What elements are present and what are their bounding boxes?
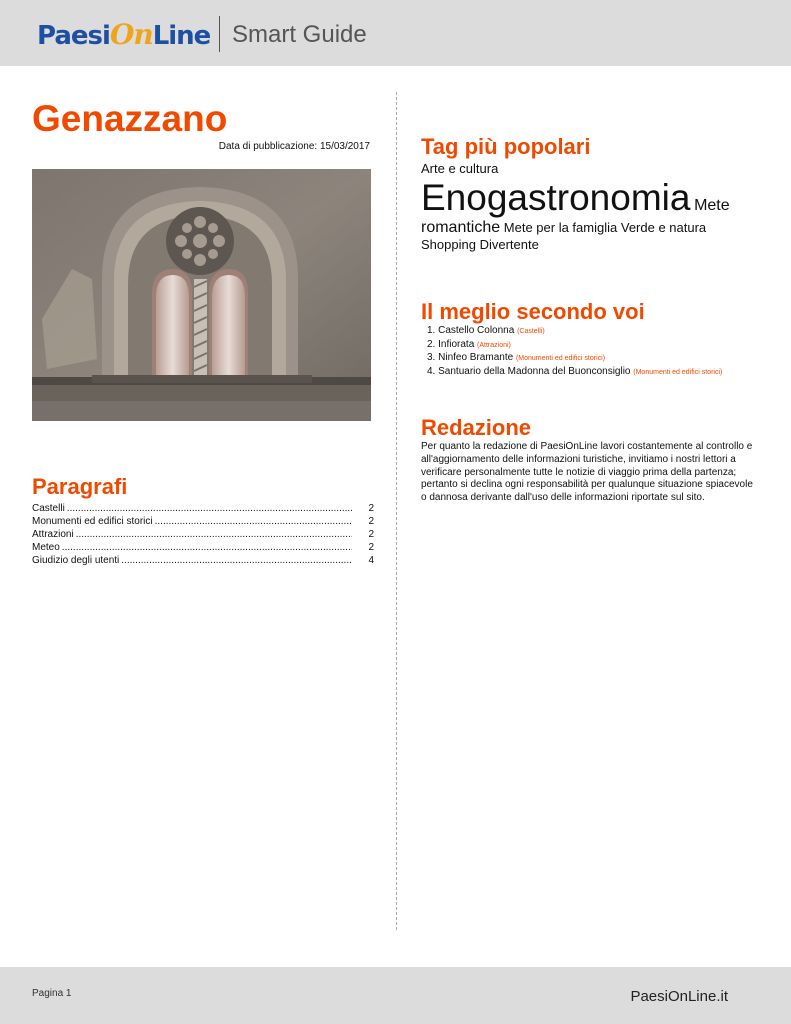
- tag-romantiche[interactable]: romantiche: [421, 219, 501, 236]
- best-list: [421, 325, 781, 379]
- best-name: Santuario della Madonna del Buonconsiglio: [438, 365, 631, 377]
- toc-label: Monumenti ed edifici storici: [32, 516, 153, 527]
- best-heading: Il meglio secondo voi: [421, 299, 645, 324]
- best-num: 1.: [427, 325, 436, 336]
- best-num: 3.: [427, 352, 436, 363]
- toc-leader: [76, 528, 352, 541]
- best-name: Castello Colonna: [438, 325, 515, 336]
- column-divider: [396, 92, 397, 930]
- best-name: Ninfeo Bramante: [438, 352, 514, 363]
- footer-site-link[interactable]: PaesiOnLine.it: [630, 988, 728, 1005]
- logo-text-line: Line: [152, 21, 211, 51]
- tag-arte[interactable]: Arte e cultura: [421, 161, 499, 176]
- toc-page: 2: [368, 542, 374, 553]
- toc-row[interactable]: [32, 515, 374, 528]
- redazione-heading: Redazione: [421, 415, 532, 440]
- list-item[interactable]: [427, 352, 781, 366]
- toc-label: Attrazioni: [32, 529, 74, 540]
- list-item[interactable]: [427, 325, 781, 339]
- header-divider: [219, 16, 220, 52]
- best-name: Infiorata: [438, 338, 475, 350]
- toc-row[interactable]: [32, 554, 374, 567]
- tag-mete[interactable]: Mete: [694, 197, 730, 214]
- best-category: (Monumenti ed edifici storici): [515, 355, 606, 362]
- tag-enogastronomia[interactable]: Enogastronomia: [421, 177, 691, 218]
- toc-page: 4: [368, 555, 374, 566]
- paragrafi-list: [32, 502, 374, 567]
- genazzano-window-photo: [32, 169, 371, 421]
- toc-label: Giudizio degli utenti: [32, 555, 120, 566]
- paesionline-logo[interactable]: [37, 14, 210, 56]
- list-item[interactable]: [427, 339, 781, 353]
- paragrafi-heading: Paragrafi: [32, 474, 128, 499]
- best-num: 4.: [427, 365, 436, 377]
- toc-page: 2: [368, 529, 374, 540]
- toc-leader: [121, 554, 352, 567]
- best-num: 2.: [427, 338, 436, 350]
- toc-row[interactable]: [32, 541, 374, 554]
- list-item[interactable]: [427, 366, 781, 380]
- toc-leader: [155, 515, 352, 528]
- header-title: Smart Guide: [232, 21, 367, 48]
- redazione-text: Per quanto la redazione di PaesiOnLine lavori costantemente al controllo e all'aggiornamento delle informazioni turistiche, invitiamo i nostri lettori a verificare personalmente tutte le notizie di viaggio prima della partenza; pertanto si declina ogni responsabilità per qualunque situazione spiacevole o dannosa derivante dall'uso delle informazioni riportate sul sito.: [421, 441, 753, 504]
- tag-shopping[interactable]: Shopping: [421, 237, 476, 252]
- tag-divertente[interactable]: Divertente: [479, 237, 539, 252]
- logo-text-paesi: Paesi: [37, 21, 110, 51]
- toc-leader: [62, 541, 352, 554]
- tags-heading: Tag più popolari: [421, 134, 591, 159]
- tag-verde[interactable]: Verde e natura: [620, 220, 707, 235]
- toc-page: 2: [368, 516, 374, 527]
- best-category: (Attrazioni): [477, 341, 511, 349]
- toc-label: Castelli: [32, 503, 65, 514]
- logo-text-on: On: [109, 18, 153, 51]
- page-title: Genazzano: [32, 98, 228, 139]
- best-category: (Castelli): [517, 328, 545, 335]
- toc-leader: [67, 502, 352, 515]
- toc-label: Meteo: [32, 542, 60, 553]
- photo-illustration: [32, 169, 371, 421]
- publication-date: Data di pubblicazione: 15/03/2017: [218, 141, 370, 152]
- toc-page: 2: [368, 503, 374, 514]
- tag-cloud: [421, 160, 771, 253]
- best-category: (Monumenti ed edifici storici): [633, 368, 723, 376]
- tag-famiglia[interactable]: Mete per la famiglia: [503, 220, 618, 235]
- footer-page-number: Pagina 1: [32, 988, 72, 999]
- toc-row[interactable]: [32, 502, 374, 515]
- toc-row[interactable]: [32, 528, 374, 541]
